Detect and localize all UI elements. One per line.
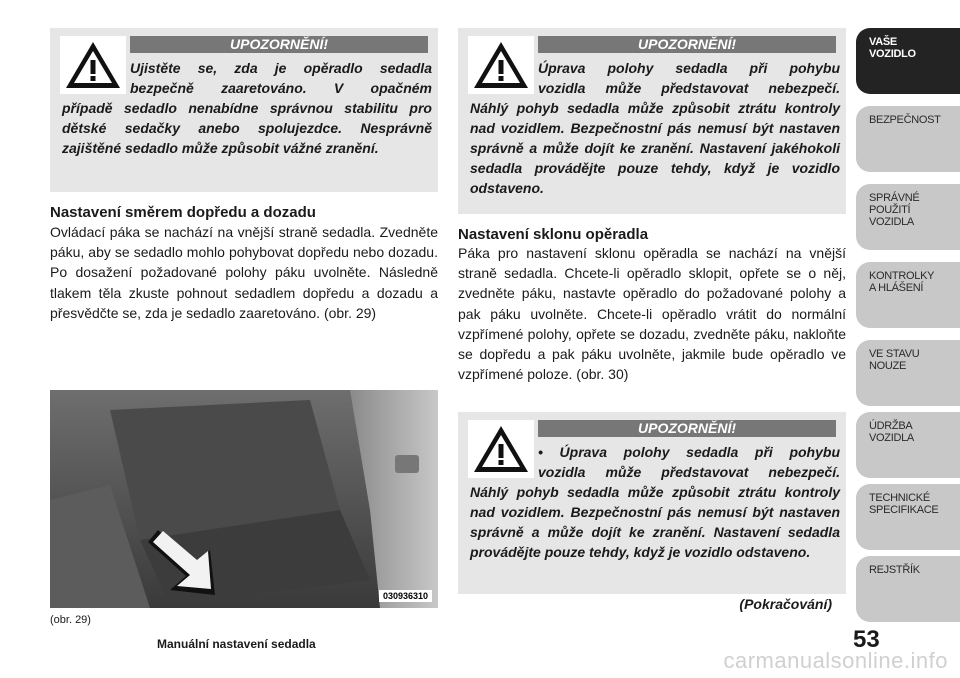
warning-line: Ujistěte se, zda je opěradlo sedadla [130,60,432,76]
tab-ve-stavu-nouze[interactable] [856,340,960,406]
tab-label-line: ÚDRŽBA [869,420,913,432]
warning-line: vozidla může představovat nebezpečí. [538,464,840,480]
tab-label-line: KONTROLKY [869,270,935,282]
tab-label-line: VOZIDLO [869,48,916,60]
figure-code: 030936310 [379,590,432,602]
warning-text-first [130,58,432,98]
tab-udrzba[interactable] [856,412,960,478]
tab-label-line: NOUZE [869,360,907,372]
tab-rejstrik[interactable] [856,556,960,622]
tab-vase-vozidlo[interactable] [856,28,960,94]
tab-label-line: A HLÁŠENÍ [869,282,924,294]
warning-box-2 [458,28,846,214]
tab-label-line: VE STAVU [869,348,920,360]
tab-spravne-pouziti[interactable] [856,184,960,250]
continued-note: (Pokračování) [739,596,832,612]
tab-kontrolky[interactable] [856,262,960,328]
section-title: Nastavení směrem dopředu a dozadu [50,204,316,221]
warning-text-rest [62,98,432,158]
warning-line: bezpečně zaaretováno. V opačném [130,80,432,96]
figure-caption: Manuální nastavení sedadla [157,637,316,651]
page-number: 53 [853,626,880,653]
seat-illustration [50,390,438,608]
warning-box-1 [50,28,438,192]
tab-label-line: SPECIFIKACE [869,504,939,516]
warning-line: vozidla může představovat nebezpečí. [538,80,840,96]
warning-line: • Úprava polohy sedadla při pohybu [538,444,840,460]
warning-paragraph: případě sedadlo nenabídne správnou stabilitu pro dětské sedačky anebo spolujezdce. Nesprávně zajištěné sedadlo může způsobit vážné zranění. [62,100,432,156]
warning-paragraph: Náhlý pohyb sedadla může způsobit ztrátu kontroly nad vozidlem. Bezpečnostní pás nemusí být nastaven správně a může dojít ke zranění. Nastavení sedadla provádějte pouze tehdy, když je vozidlo odstaveno. [470,484,840,560]
seat-photo [50,390,438,608]
tab-label-line: TECHNICKÉ [869,492,930,504]
warning-text-first [538,58,840,98]
tab-label-line: VOZIDLA [869,216,914,228]
warning-line: Úprava polohy sedadla při pohybu [538,60,840,76]
tab-label-line: VAŠE [869,36,897,48]
warning-triangle-icon [60,36,126,94]
warning-heading: UPOZORNĚNÍ! [130,36,428,53]
warning-paragraph: Náhlý pohyb sedadla může způsobit ztrátu kontroly nad vozidlem. Bezpečnostní pás nemusí být nastaven správně a může dojít ke zranění. Nastavení jakéhokoli sedadla provádějte pouze tehdy, když je vozidlo odstaveno. [470,100,840,196]
tab-label-line: POUŽITÍ [869,204,911,216]
warning-triangle-icon [468,36,534,94]
warning-heading: UPOZORNĚNÍ! [538,36,836,53]
watermark: carmanualsonline.info [723,648,948,673]
section-body: Páka pro nastavení sklonu opěradla se nachází na vnější straně sedadla. Chcete-li opěradlo sklopit, opřete se o něj, zvedněte páku, nastavte opěradlo do požadované polohy a pak páku uvolněte. Chcete-li opěradlo vrátit do normální vzpřímené polohy, opřete se dozadu, zvedněte páku, nakloňte se dopředu a pak páku uvolněte, jakmile bude opěradlo ve vzpřímené poloze. (obr. 30) [458,245,846,383]
tab-bezpecnost[interactable] [856,106,960,172]
figure-label: (obr. 29) [50,614,91,626]
tab-label-line: REJSTŘÍK [869,564,920,576]
tab-label-line: SPRÁVNÉ [869,192,920,204]
warning-text-first [538,442,840,482]
warning-triangle-icon [468,420,534,478]
tab-label-line: VOZIDLA [869,432,914,444]
warning-text-rest [470,482,840,562]
warning-heading: UPOZORNĚNÍ! [538,420,836,437]
tab-technicke-specifikace[interactable] [856,484,960,550]
warning-box-3 [458,412,846,594]
section-title: Nastavení sklonu opěradla [458,226,649,243]
section-body: Ovládací páka se nachází na vnější straně sedadla. Zvedněte páku, aby se sedadlo mohlo pohybovat dopředu nebo dozadu. Po dosažení požadované polohy páku uvolněte. Následně tlakem těla zkuste pohnout sedadlem dopředu a dozadu a přesvědčte se, zda je sedadlo zaaretováno. (obr. 29) [50,224,438,321]
tab-label-line: BEZPEČNOST [869,114,941,126]
warning-text-rest [470,98,840,198]
